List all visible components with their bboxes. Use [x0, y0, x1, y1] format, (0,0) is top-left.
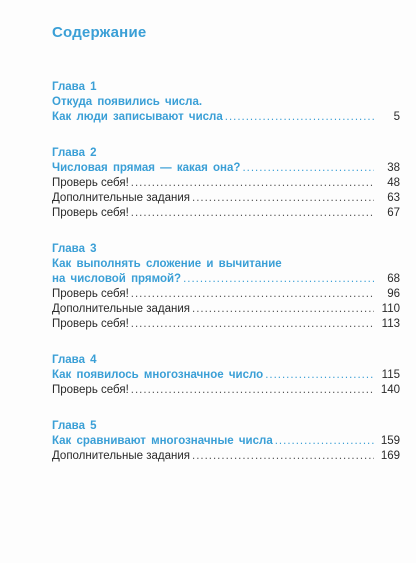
- toc-chapter: [52, 242, 404, 332]
- entry-title: Проверь себя!: [52, 288, 129, 300]
- dot-leader: [131, 317, 374, 332]
- entry-title: Дополнительные задания: [52, 450, 191, 462]
- page-number: 5: [393, 111, 400, 123]
- entry-title-line: на числовой прямой?: [52, 273, 182, 285]
- dot-leader: [131, 287, 374, 302]
- toc-entry[interactable]: [52, 191, 400, 206]
- entry-title-area: [52, 368, 376, 383]
- page-number: 63: [387, 192, 400, 204]
- dot-leader: [131, 206, 374, 221]
- toc-topic-entry[interactable]: [52, 368, 400, 383]
- toc-chapter: [52, 419, 404, 464]
- toc-chapter: [52, 353, 404, 398]
- entry-title: Как появилось многозначное число: [52, 369, 264, 381]
- entry-title: Числовая прямая — какая она?: [52, 162, 241, 174]
- dot-leader: [131, 383, 374, 398]
- entry-title-area: [52, 383, 376, 398]
- toc-chapter: [52, 80, 404, 125]
- page-title: Содержание: [52, 24, 147, 41]
- entry-title-area: [52, 95, 376, 125]
- entry-title: Как сравнивают многозначные числа: [52, 435, 273, 447]
- chapter-label: Глава 1: [52, 81, 97, 93]
- entry-title-area: [52, 317, 376, 332]
- toc-topic-entry[interactable]: [52, 95, 400, 125]
- entry-title-area: [52, 449, 376, 464]
- dot-leader: [183, 272, 374, 287]
- page-number: 140: [380, 384, 400, 396]
- toc-topic-entry[interactable]: [52, 434, 400, 449]
- dot-leader: [131, 176, 374, 191]
- page-number: 113: [381, 318, 400, 330]
- toc-entry[interactable]: [52, 302, 400, 317]
- dot-leader: [225, 110, 374, 125]
- toc-entry[interactable]: [52, 383, 400, 398]
- toc-topic-entry[interactable]: [52, 161, 400, 176]
- chapter-label: Глава 3: [52, 243, 97, 255]
- entry-title: Проверь себя!: [52, 177, 129, 189]
- toc-entry[interactable]: [52, 287, 400, 302]
- entry-title-area: [52, 434, 376, 449]
- dot-leader: [192, 449, 374, 464]
- entry-title-area: [52, 302, 376, 317]
- chapter-label: Глава 4: [52, 354, 97, 366]
- chapter-label: Глава 5: [52, 420, 97, 432]
- page-number: 169: [380, 450, 400, 462]
- entry-last-line: [52, 272, 376, 287]
- page-number: 67: [387, 207, 400, 219]
- entry-title: Проверь себя!: [52, 207, 129, 219]
- entry-title: Проверь себя!: [52, 384, 129, 396]
- entry-title-area: [52, 161, 376, 176]
- page-number: 96: [387, 288, 400, 300]
- page-number: 38: [387, 162, 400, 174]
- toc-entry[interactable]: [52, 206, 400, 221]
- toc-topic-entry[interactable]: [52, 257, 400, 287]
- entry-title: Дополнительные задания: [52, 303, 191, 315]
- entry-title-line: Как люди записывают числа: [52, 111, 223, 123]
- toc-entry[interactable]: [52, 317, 400, 332]
- page-number: 159: [380, 435, 400, 447]
- entry-title-area: [52, 287, 376, 302]
- dot-leader: [192, 302, 374, 317]
- page-number: 110: [381, 303, 400, 315]
- entry-title-area: [52, 191, 376, 206]
- toc-entry[interactable]: [52, 176, 400, 191]
- entry-title-line: Откуда появились числа.: [52, 96, 203, 108]
- toc-entry[interactable]: [52, 449, 400, 464]
- table-of-contents: [52, 80, 404, 485]
- entry-title: Проверь себя!: [52, 318, 129, 330]
- page-number: 48: [387, 177, 400, 189]
- dot-leader: [242, 161, 374, 176]
- entry-last-line: [52, 110, 376, 125]
- chapter-label: Глава 2: [52, 147, 97, 159]
- entry-title-area: [52, 257, 376, 287]
- dot-leader: [275, 434, 374, 449]
- dot-leader: [265, 368, 374, 383]
- toc-chapter: [52, 146, 404, 221]
- entry-title-area: [52, 176, 376, 191]
- page-number: 115: [381, 369, 400, 381]
- entry-title: Дополнительные задания: [52, 192, 191, 204]
- entry-title-area: [52, 206, 376, 221]
- entry-title-line: Как выполнять сложение и вычитание: [52, 258, 282, 270]
- dot-leader: [192, 191, 374, 206]
- page-number: 68: [387, 273, 400, 285]
